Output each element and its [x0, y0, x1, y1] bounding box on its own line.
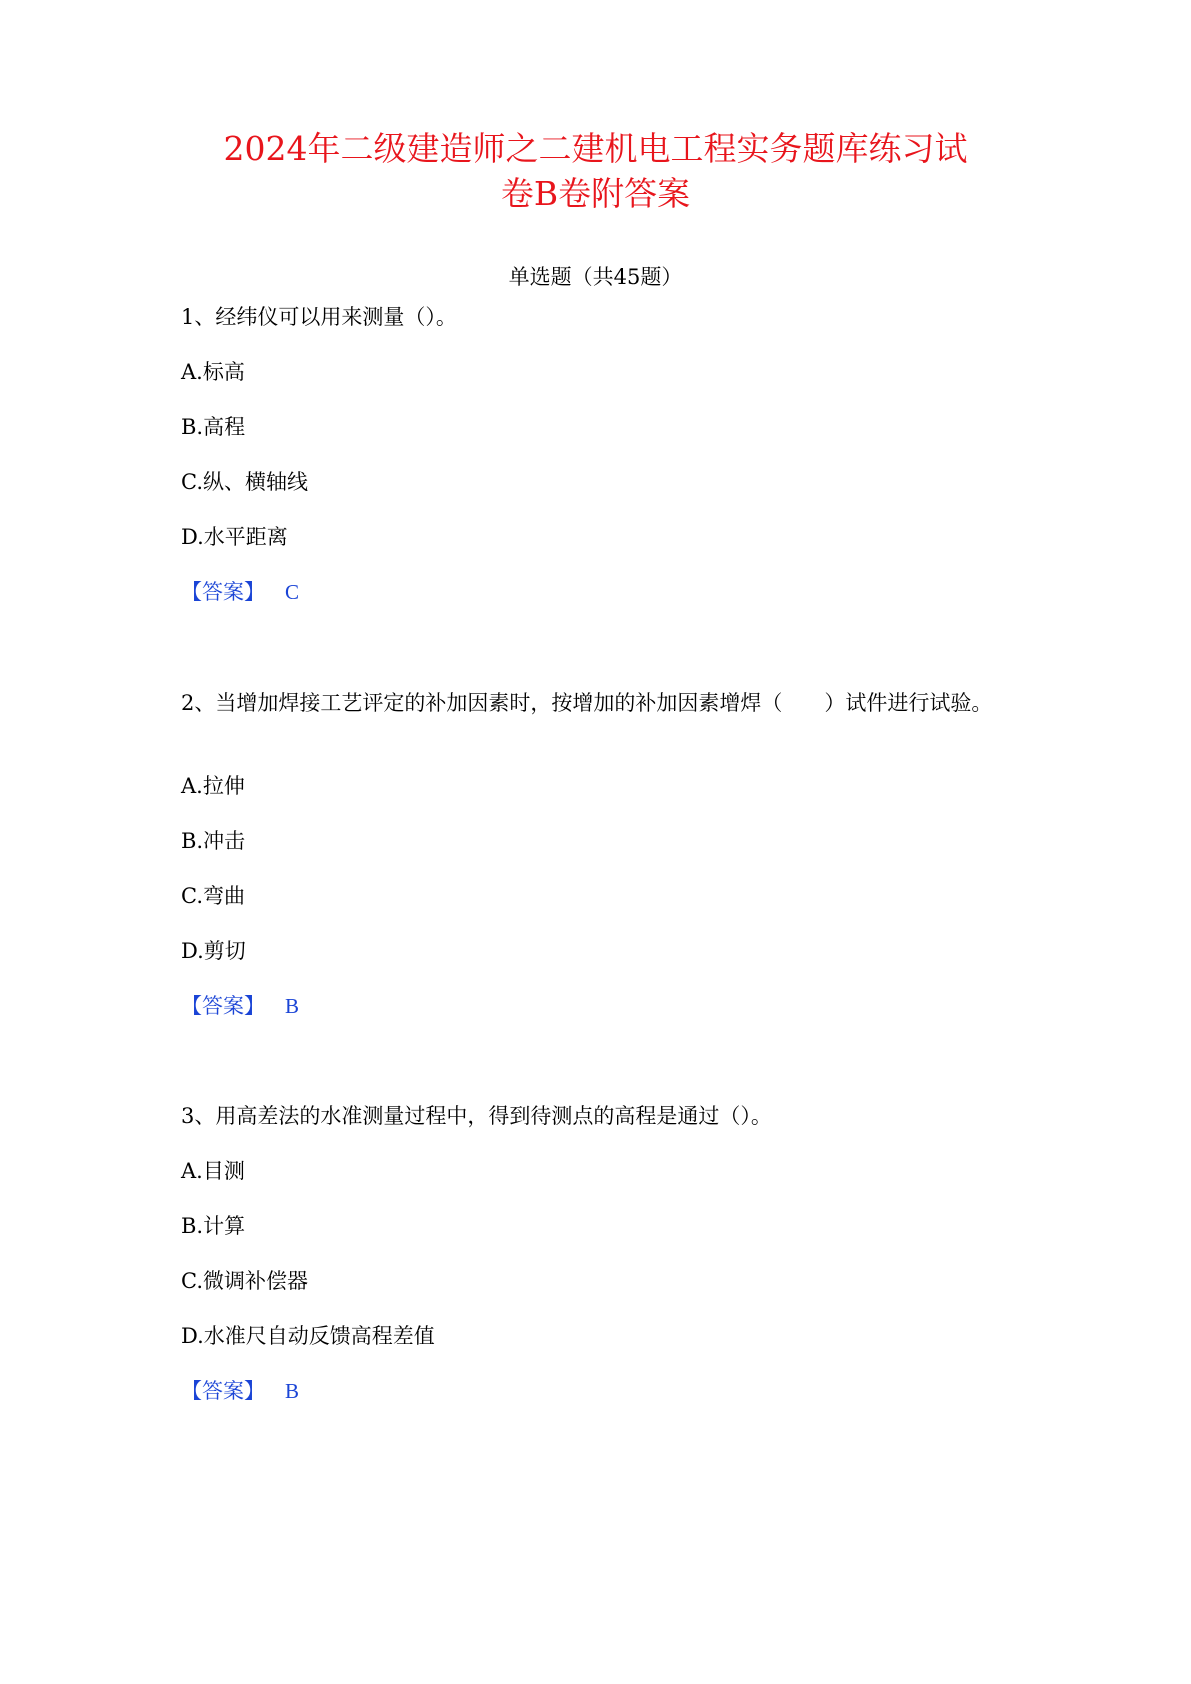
- question-2-answer: [181, 991, 299, 1021]
- question-2-stem: 2、当增加焊接工艺评定的补加因素时，按增加的补加因素增焊（ ）试件进行试验。: [181, 691, 993, 715]
- question-3-option-c: C.微调补偿器: [181, 1269, 308, 1293]
- answer-label: 【答案】: [181, 994, 265, 1018]
- question-3-option-a: A.目测: [181, 1159, 245, 1183]
- answer-value: C: [285, 580, 300, 604]
- answer-label: 【答案】: [181, 580, 265, 604]
- question-1-stem: 1、经纬仪可以用来测量（）。: [181, 305, 457, 329]
- question-3-option-b: B.计算: [181, 1214, 246, 1238]
- question-2-option-b: B.冲击: [181, 829, 246, 853]
- document-title-line-2: 卷B卷附答案: [500, 174, 691, 213]
- question-2-option-c: C.弯曲: [181, 884, 245, 908]
- question-3-stem: 3、用高差法的水准测量过程中，得到待测点的高程是通过（）。: [181, 1104, 772, 1128]
- answer-value: B: [285, 1379, 300, 1403]
- question-3-option-d: D.水准尺自动反馈高程差值: [181, 1324, 435, 1348]
- document-title-line-1: 2024年二级建造师之二建机电工程实务题库练习试: [223, 129, 968, 168]
- question-1-option-b: B.高程: [181, 415, 246, 439]
- question-1-option-c: C.纵、横轴线: [181, 470, 308, 494]
- section-heading: 单选题（共45题）: [508, 265, 683, 289]
- answer-label: 【答案】: [181, 1379, 265, 1403]
- question-2-option-a: A.拉伸: [181, 774, 245, 798]
- question-1-option-a: A.标高: [181, 360, 245, 384]
- question-3-answer: [181, 1376, 299, 1406]
- question-2-option-d: D.剪切: [181, 939, 246, 963]
- document-title: [160, 126, 1031, 216]
- question-1-option-d: D.水平距离: [181, 525, 288, 549]
- answer-value: B: [285, 994, 300, 1018]
- question-1-answer: [181, 577, 299, 607]
